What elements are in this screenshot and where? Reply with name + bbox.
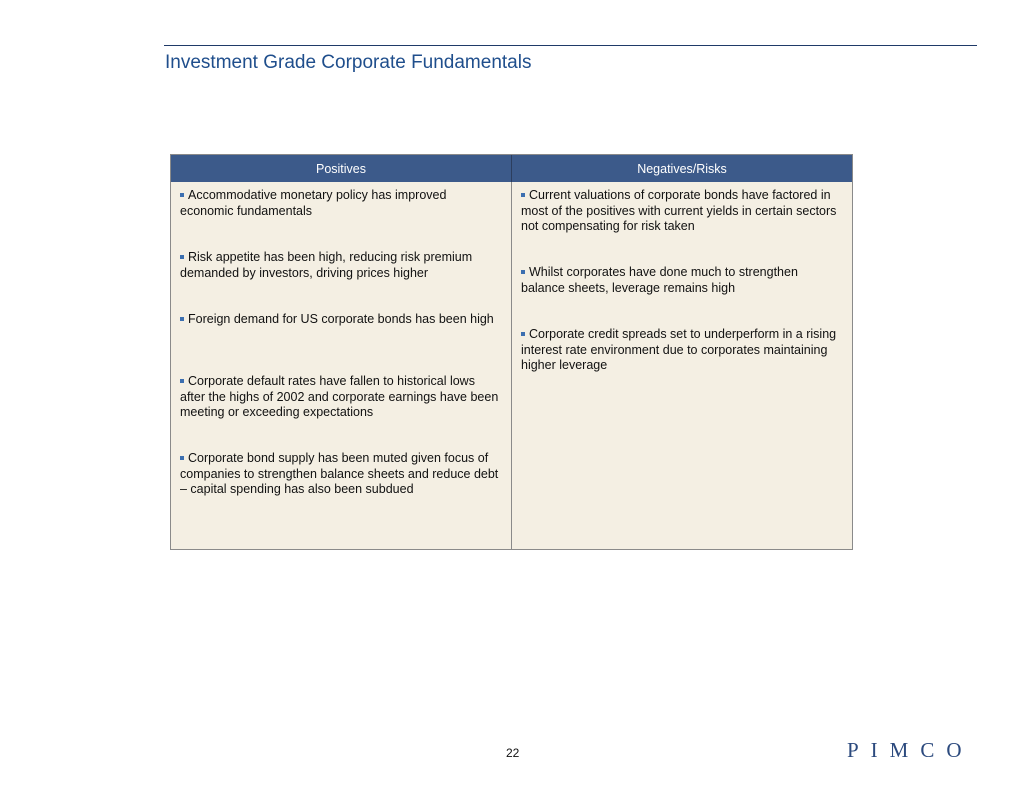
page-number: 22 <box>506 746 520 760</box>
bullet-icon <box>521 332 525 336</box>
bullet-icon <box>180 255 184 259</box>
positive-item-text: Corporate bond supply has been muted given focus of companies to strengthen balance sheets and reduce debt – capital spending has also been subdued <box>180 451 499 496</box>
table-header-row <box>171 155 852 182</box>
bullet-icon <box>521 193 525 197</box>
negative-item <box>521 327 844 374</box>
negative-item-text: Corporate credit spreads set to underperform in a rising interest rate environment due to corporates maintaining higher leverage <box>521 327 837 372</box>
negative-item-text: Whilst corporates have done much to strengthen balance sheets, leverage remains high <box>521 265 798 295</box>
fundamentals-table <box>170 154 853 550</box>
bullet-icon <box>180 193 184 197</box>
positive-item <box>180 451 503 498</box>
table-body-row <box>171 182 852 549</box>
bullet-icon <box>180 379 184 383</box>
positive-item-text: Risk appetite has been high, reducing risk premium demanded by investors, driving prices higher <box>180 250 473 280</box>
negative-item <box>521 265 844 296</box>
bullet-icon <box>521 270 525 274</box>
header-positives: Positives <box>315 161 367 176</box>
negatives-column <box>511 182 852 549</box>
bullet-icon <box>180 456 184 460</box>
positive-item <box>180 188 503 219</box>
header-negatives-risks: Negatives/Risks <box>511 155 852 182</box>
positive-item <box>180 250 503 281</box>
positives-column <box>171 182 511 549</box>
pimco-logo: PIMCO <box>847 738 974 762</box>
positive-item <box>180 374 503 421</box>
bullet-icon <box>180 317 184 321</box>
positive-item-text: Corporate default rates have fallen to historical lows after the highs of 2002 and corporate earnings have been meeting or exceeding expectations <box>180 374 499 419</box>
title-rule <box>164 45 977 46</box>
page-title: Investment Grade Corporate Fundamentals <box>165 52 532 73</box>
negative-item <box>521 188 844 235</box>
negative-item-text: Current valuations of corporate bonds have factored in most of the positives with current yields in certain sectors not compensating for risk taken <box>521 188 837 233</box>
positive-item <box>180 312 503 328</box>
positive-item-text: Accommodative monetary policy has improved economic fundamentals <box>180 188 447 218</box>
positive-item-text: Foreign demand for US corporate bonds has been high <box>188 312 494 326</box>
